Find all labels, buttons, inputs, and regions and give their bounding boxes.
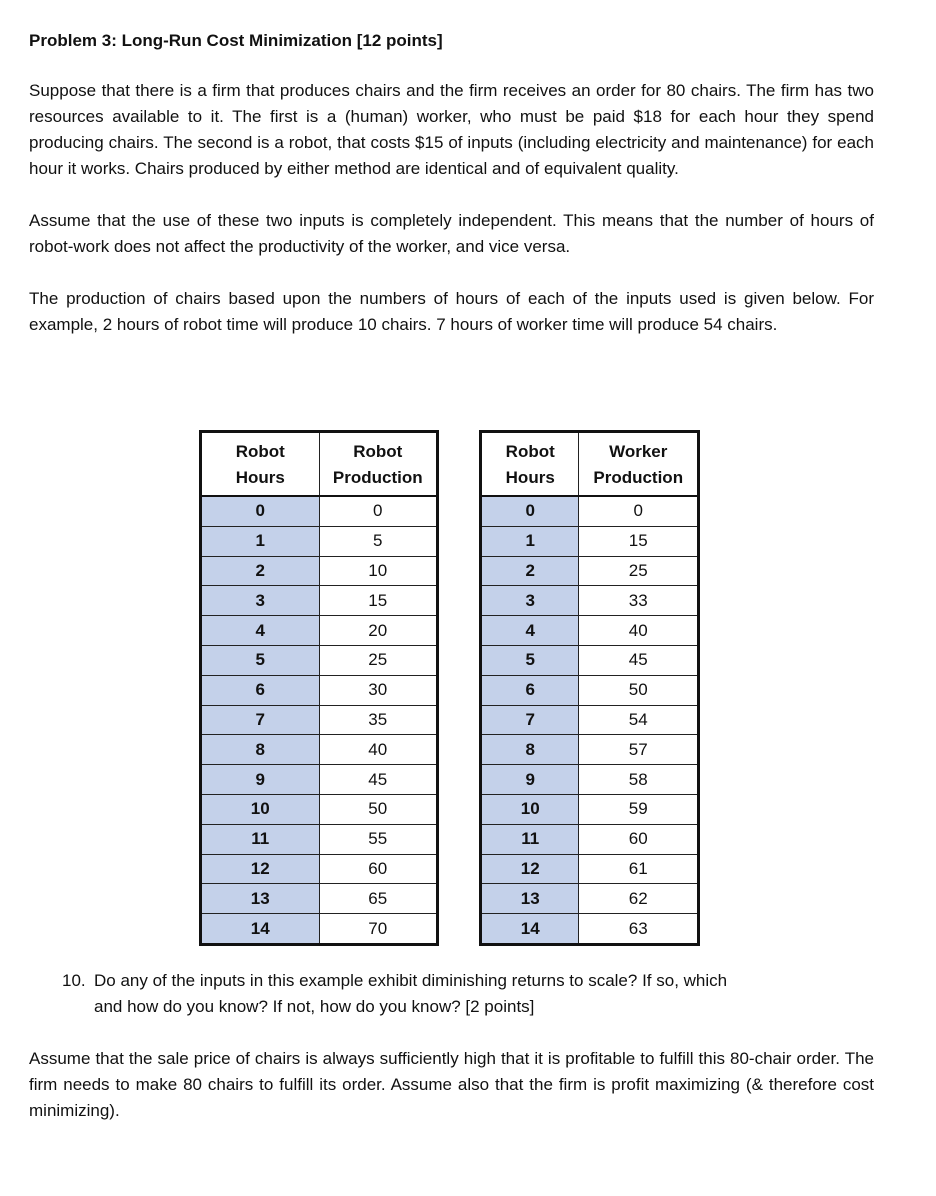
production-cell: 20	[319, 616, 438, 646]
header-line: Production	[593, 468, 684, 487]
hours-cell: 14	[201, 914, 320, 945]
hours-cell: 3	[481, 586, 579, 616]
production-cell: 54	[579, 705, 699, 735]
worker-production-header	[579, 432, 699, 497]
robot-hours-header	[201, 432, 320, 497]
table-row	[481, 526, 699, 556]
worker-table-body	[481, 496, 699, 944]
hours-cell: 4	[201, 616, 320, 646]
table-header-row	[481, 432, 699, 497]
hours-cell: 7	[201, 705, 320, 735]
production-cell: 45	[319, 765, 438, 795]
robot-table-body	[201, 496, 438, 944]
table-row	[481, 765, 699, 795]
hours-cell: 12	[201, 854, 320, 884]
table-row	[481, 616, 699, 646]
hours-cell: 8	[481, 735, 579, 765]
hours-cell: 1	[481, 526, 579, 556]
table-row	[201, 765, 438, 795]
production-cell: 58	[579, 765, 699, 795]
question-number: 10.	[62, 971, 86, 990]
table-row	[481, 794, 699, 824]
table-row	[481, 586, 699, 616]
production-cell: 50	[319, 794, 438, 824]
table-row	[481, 675, 699, 705]
hours-cell: 11	[201, 824, 320, 854]
table-row	[201, 675, 438, 705]
production-cell: 65	[319, 884, 438, 914]
production-cell: 15	[579, 526, 699, 556]
production-cell: 62	[579, 884, 699, 914]
robot-production-header	[319, 432, 438, 497]
production-cell: 40	[319, 735, 438, 765]
closing-paragraph: Assume that the sale price of chairs is always sufficiently high that it is profitable to fulfill this 80-chair order. The firm needs to make 80 chairs to fulfill its order. Assume also that the firm is profit maximizing (& therefore cost minimizing).	[29, 1049, 874, 1120]
table-row	[481, 705, 699, 735]
header-line: Hours	[505, 468, 555, 487]
table-row	[201, 824, 438, 854]
table-row	[201, 586, 438, 616]
production-cell: 60	[579, 824, 699, 854]
table-row	[201, 526, 438, 556]
table-row	[481, 645, 699, 675]
hours-cell: 13	[481, 884, 579, 914]
hours-cell: 6	[481, 675, 579, 705]
hours-cell: 13	[201, 884, 320, 914]
question-10	[62, 968, 862, 1020]
hours-cell: 10	[481, 794, 579, 824]
hours-cell: 6	[201, 675, 320, 705]
worker-hours-header	[481, 432, 579, 497]
production-cell: 0	[319, 496, 438, 526]
problem-title: Problem 3: Long-Run Cost Minimization [12 points]	[29, 31, 443, 50]
production-cell: 55	[319, 824, 438, 854]
hours-cell: 4	[481, 616, 579, 646]
table-row	[201, 616, 438, 646]
problem-section	[29, 30, 874, 338]
production-cell: 70	[319, 914, 438, 945]
production-cell: 50	[579, 675, 699, 705]
production-cell: 15	[319, 586, 438, 616]
hours-cell: 9	[481, 765, 579, 795]
question-line	[62, 968, 862, 994]
table-row	[201, 496, 438, 526]
table-row	[481, 496, 699, 526]
hours-cell: 7	[481, 705, 579, 735]
header-line: Hours	[235, 468, 285, 487]
hours-cell: 12	[481, 854, 579, 884]
table-row	[201, 556, 438, 586]
table-header-row	[201, 432, 438, 497]
hours-cell: 8	[201, 735, 320, 765]
header-line: Robot	[505, 442, 555, 461]
production-cell: 10	[319, 556, 438, 586]
production-cell: 57	[579, 735, 699, 765]
production-cell: 45	[579, 645, 699, 675]
hours-cell: 2	[201, 556, 320, 586]
header-line: Robot	[353, 442, 403, 461]
table-row	[481, 854, 699, 884]
table-description-paragraph: The production of chairs based upon the numbers of hours of each of the inputs used is given below. For example, 2 hours of robot time will produce 10 chairs. 7 hours of worker time will produce 54 chairs.	[29, 289, 874, 334]
hours-cell: 9	[201, 765, 320, 795]
robot-production-table	[199, 430, 439, 946]
hours-cell: 14	[481, 914, 579, 945]
question-text-line2: and how do you know? If not, how do you know? [2 points]	[94, 997, 535, 1016]
production-cell: 59	[579, 794, 699, 824]
production-cell: 60	[319, 854, 438, 884]
production-cell: 0	[579, 496, 699, 526]
hours-cell: 5	[201, 645, 320, 675]
table-row	[481, 735, 699, 765]
table-row	[481, 884, 699, 914]
header-line: Robot	[235, 442, 285, 461]
header-line: Production	[332, 468, 423, 487]
table-row	[201, 794, 438, 824]
hours-cell: 10	[201, 794, 320, 824]
production-cell: 25	[579, 556, 699, 586]
table-row	[481, 824, 699, 854]
header-line: Worker	[609, 442, 668, 461]
table-row	[201, 645, 438, 675]
table-row	[481, 556, 699, 586]
hours-cell: 5	[481, 645, 579, 675]
table-row	[481, 914, 699, 945]
production-cell: 25	[319, 645, 438, 675]
production-cell: 33	[579, 586, 699, 616]
production-cell: 30	[319, 675, 438, 705]
table-row	[201, 854, 438, 884]
table-row	[201, 914, 438, 945]
hours-cell: 1	[201, 526, 320, 556]
hours-cell: 2	[481, 556, 579, 586]
independence-paragraph: Assume that the use of these two inputs is completely independent. This means that the number of hours of robot-work does not affect the productivity of the worker, and vice versa.	[29, 211, 874, 256]
hours-cell: 0	[481, 496, 579, 526]
intro-paragraph: Suppose that there is a firm that produces chairs and the firm receives an order for 80 chairs. The firm has two resources available to it. The first is a (human) worker, who must be paid $18 for each hour they spend producing chairs. The second is a robot, that costs $15 of inputs (including electricity and maintenance) for each hour it works. Chairs produced by either method are identical and of equivalent quality.	[29, 81, 874, 178]
production-cell: 61	[579, 854, 699, 884]
production-cell: 35	[319, 705, 438, 735]
hours-cell: 11	[481, 824, 579, 854]
table-row	[201, 735, 438, 765]
worker-production-table	[479, 430, 700, 946]
production-cell: 40	[579, 616, 699, 646]
table-row	[201, 884, 438, 914]
production-cell: 5	[319, 526, 438, 556]
question-text-line1: Do any of the inputs in this example exhibit diminishing returns to scale? If so, which	[94, 971, 728, 990]
hours-cell: 0	[201, 496, 320, 526]
hours-cell: 3	[201, 586, 320, 616]
production-cell: 63	[579, 914, 699, 945]
table-row	[201, 705, 438, 735]
